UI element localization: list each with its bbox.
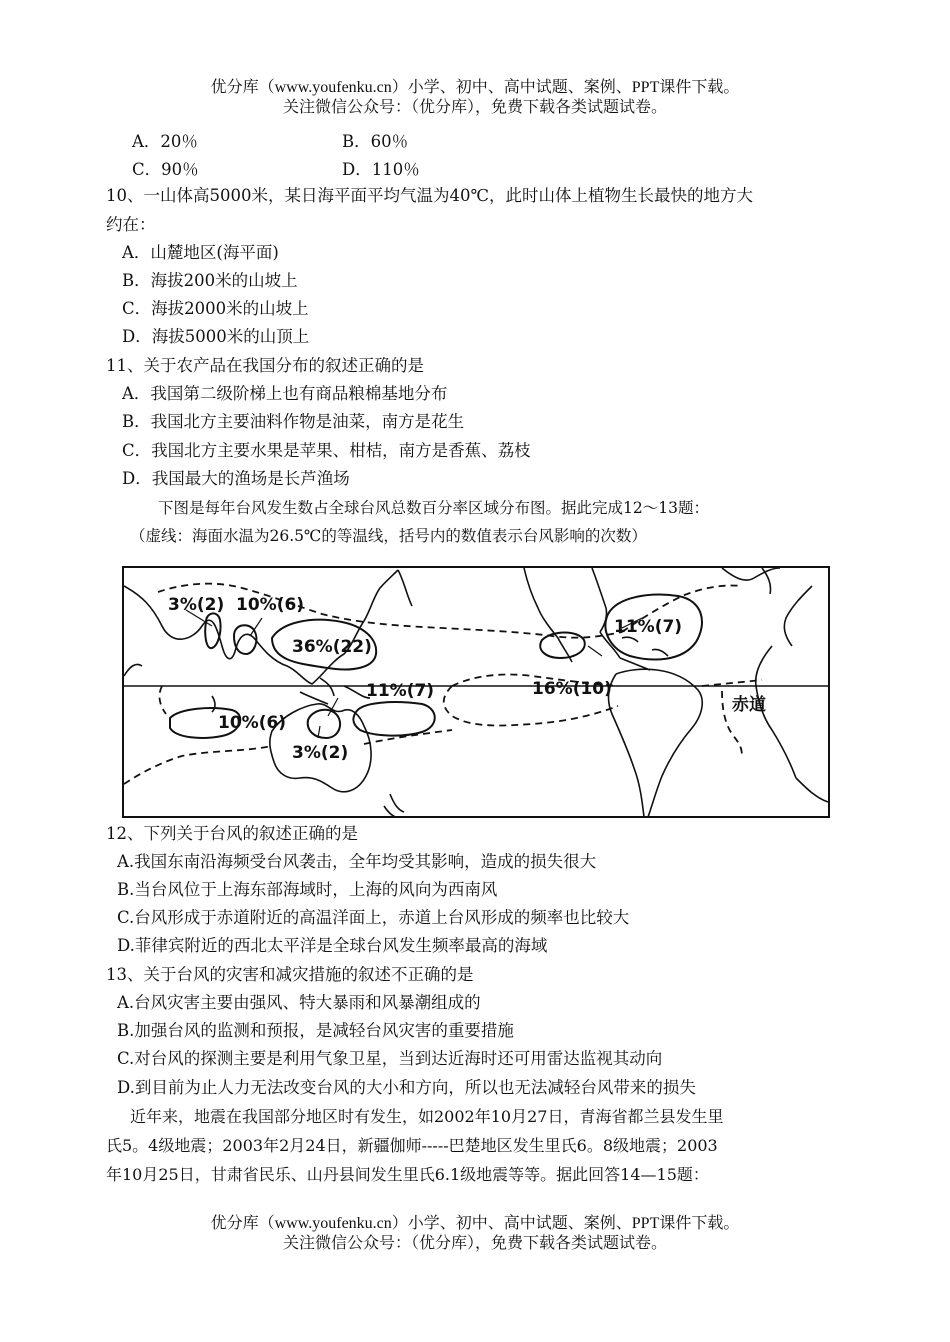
quake-intro-3: 年10月25日，甘肃省民乐、山丹县间发生里氏6.1级地震等等。据此回答14—15题： (106, 1165, 709, 1184)
q12-option-d: D.菲律宾附近的西北太平洋是全球台风发生频率最高的海域 (117, 936, 548, 955)
header-line-2: 关注微信公众号：（优分库），免费下载各类试题试卷。 (282, 99, 667, 116)
q10-option-d: D．海拔5000米的山顶上 (122, 327, 310, 346)
q12-stem: 12、下列关于台风的叙述正确的是 (106, 824, 358, 843)
q9-option-b: B．60％ (342, 132, 409, 151)
footer-line-1: 优分库（www.youfenku.cn）小学、初中、高中试题、案例、PPT课件下载。 (210, 1215, 740, 1232)
q13-option-c: C.对台风的探测主要是利用气象卫星，当到达近海时还可用雷达监视其动向 (117, 1049, 663, 1068)
label-3pct-west: 3%(2) (168, 595, 225, 615)
q13-option-b: B.加强台风的监测和预报，是减轻台风灾害的重要措施 (117, 1021, 514, 1040)
q12-option-b: B.当台风位于上海东部海域时，上海的风向为西南风 (117, 880, 498, 899)
q13-stem: 13、关于台风的灾害和减灾措施的叙述不正确的是 (106, 965, 474, 984)
q10-stem-1: 10、一山体高5000米，某日海平面平均气温为40℃，此时山体上植物生长最快的地方大 (106, 186, 753, 205)
map-intro-2: （虚线：海面水温为26.5℃的等温线，括号内的数值表示台风影响的次数） (130, 527, 647, 545)
quake-intro-1: 近年来，地震在我国部分地区时有发生，如2002年10月27日，青海省都兰县发生里 (130, 1107, 724, 1126)
label-16pct: 16%(10) (532, 679, 612, 699)
q13-option-d: D.到目前为止人力无法改变台风的大小和方向，所以也无法减轻台风带来的损失 (117, 1078, 696, 1097)
q10-option-b: B．海拔200米的山坡上 (122, 271, 298, 290)
label-10pct-north: 10%(6) (236, 595, 305, 615)
map-frame (123, 567, 829, 817)
q11-stem: 11、关于农产品在我国分布的叙述正确的是 (106, 356, 424, 375)
q11-option-b: B．我国北方主要油料作物是油菜，南方是花生 (122, 412, 465, 431)
q11-option-c: C．我国北方主要水果是苹果、柑桔，南方是香蕉、荔枝 (122, 441, 531, 460)
q13-option-a: A.台风灾害主要由强风、特大暴雨和风暴潮组成的 (117, 993, 481, 1012)
q11-option-a: A．我国第二级阶梯上也有商品粮棉基地分布 (122, 384, 448, 403)
footer-line-2: 关注微信公众号：（优分库），免费下载各类试题试卷。 (282, 1235, 667, 1252)
label-3pct-south: 3%(2) (292, 743, 349, 763)
label-36pct: 36%(22) (292, 637, 372, 657)
q9-option-d: D．110％ (342, 160, 420, 179)
q10-stem-2: 约在： (106, 215, 156, 234)
quake-intro-2: 氏5。4级地震；2003年2月24日，新疆伽师-----巴楚地区发生里氏6。8级地震；2003 (106, 1136, 718, 1155)
map-intro-1: 下图是每年台风发生数占全球台风总数百分率区域分布图。据此完成12～13题： (158, 499, 709, 517)
header-line-1: 优分库（www.youfenku.cn）小学、初中、高中试题、案例、PPT课件下载。 (210, 79, 740, 96)
label-10pct-south: 10%(6) (218, 713, 287, 733)
q9-option-a: A．20％ (132, 132, 198, 151)
q10-option-a: A．山麓地区(海平面) (122, 243, 279, 262)
q12-option-c: C.台风形成于赤道附近的高温洋面上，赤道上台风形成的频率也比较大 (117, 908, 630, 927)
typhoon-distribution-map (122, 566, 830, 818)
q12-option-a: A.我国东南沿海频受台风袭击，全年均受其影响，造成的损失很大 (117, 852, 597, 871)
q9-option-c: C．90％ (132, 160, 199, 179)
q11-option-d: D．我国最大的渔场是长芦渔场 (122, 469, 350, 488)
label-equator: 赤道 (732, 695, 766, 715)
label-11pct-atlantic: 11%(7) (614, 617, 683, 637)
label-11pct-pacific: 11%(7) (366, 681, 435, 701)
q10-option-c: C．海拔2000米的山坡上 (122, 299, 309, 318)
